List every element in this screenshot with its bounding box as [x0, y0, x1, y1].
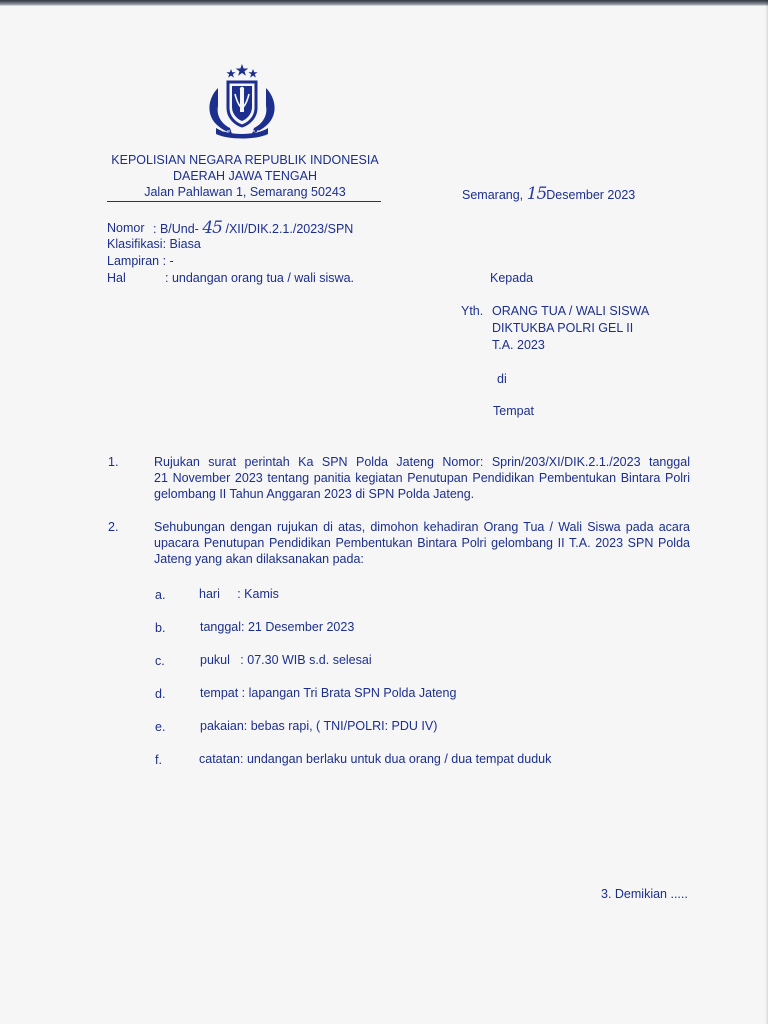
- nomor-suffix: /XII/DIK.2.1./2023/SPN: [225, 222, 354, 236]
- lampiran-value: : -: [162, 254, 174, 268]
- scan-top-edge: [0, 0, 768, 6]
- item-b-letter: b.: [155, 621, 166, 635]
- paragraph-2-line-3: Jateng yang akan dilaksanakan pada:: [154, 552, 364, 566]
- paragraph-2-line-2: upacara Penutupan Pendidikan Pembentukan Bintara Polri gelombang II T.A. 2023 SPN Polda: [154, 536, 690, 550]
- continuation-marker: 3. Demikian .....: [601, 887, 688, 901]
- hal-value: : undangan orang tua / wali siswa.: [165, 271, 355, 285]
- recipient-line-3: T.A. 2023: [492, 338, 545, 352]
- item-f-text: catatan: undangan berlaku untuk dua orang / dua tempat duduk: [199, 752, 552, 766]
- klasifikasi-row: [107, 236, 201, 252]
- date-month-year: Desember 2023: [546, 188, 636, 202]
- paragraph-1-line-2: 21 November 2023 tentang panitia kegiatan Penutupan Pendidikan Pembentukan Bintara Polri: [154, 471, 690, 485]
- item-a-letter: a.: [155, 588, 166, 602]
- paragraph-1-number: 1.: [108, 455, 119, 469]
- recipient-line-2: DIKTUKBA POLRI GEL II: [492, 321, 634, 335]
- item-b-text: tanggal: 21 Desember 2023: [200, 620, 355, 634]
- item-c-letter: c.: [155, 654, 165, 668]
- paragraph-1-line-1: Rujukan surat perintah Ka SPN Polda Jateng Nomor: Sprin/203/XI/DIK.2.1./2023 tanggal: [154, 455, 690, 469]
- klasifikasi-label: Klasifikasi: [107, 237, 163, 251]
- nomor-label: Nomor: [107, 221, 145, 235]
- letter-date: [462, 186, 635, 203]
- paragraph-1: [154, 454, 690, 502]
- recipient-di: di: [497, 372, 507, 386]
- recipient-tempat: Tempat: [493, 404, 534, 418]
- letterhead: [107, 152, 383, 200]
- date-day-handwritten: 15: [526, 184, 547, 204]
- kepada: Kepada: [490, 271, 534, 285]
- police-emblem-icon: [198, 62, 286, 140]
- nomor-prefix: : B/Und-: [153, 222, 199, 236]
- paragraph-2-line-1: Sehubungan dengan rujukan di atas, dimohon kehadiran Orang Tua / Wali Siswa pada acara: [154, 520, 690, 534]
- paragraph-1-line-3: gelombang II Tahun Anggaran 2023 di SPN Polda Jateng.: [154, 487, 475, 501]
- item-e-letter: e.: [155, 720, 166, 734]
- item-d-text: tempat : lapangan Tri Brata SPN Polda Jateng: [200, 686, 457, 700]
- hal-label: Hal: [107, 271, 126, 285]
- yth: Yth.: [461, 304, 484, 318]
- letterhead-line-2: DAERAH JAWA TENGAH: [172, 169, 317, 183]
- recipient-line-1: ORANG TUA / WALI SISWA: [492, 304, 650, 318]
- item-c-text: pukul : 07.30 WIB s.d. selesai: [200, 653, 372, 667]
- klasifikasi-value: : Biasa: [162, 237, 201, 251]
- item-e-text: pakaian: bebas rapi, ( TNI/POLRI: PDU IV): [200, 719, 438, 733]
- item-f-letter: f.: [155, 753, 162, 767]
- paragraph-2: [154, 519, 690, 567]
- item-d-letter: d.: [155, 687, 166, 701]
- lampiran-label: Lampiran: [107, 254, 160, 268]
- paragraph-2-number: 2.: [108, 520, 119, 534]
- date-city: Semarang,: [462, 188, 524, 202]
- nomor-handwritten: 45: [202, 218, 222, 238]
- nomor-value: [153, 220, 353, 237]
- item-a-text: hari : Kamis: [199, 587, 279, 601]
- letterhead-line-3: Jalan Pahlawan 1, Semarang 50243: [144, 185, 346, 199]
- letterhead-line-1: KEPOLISIAN NEGARA REPUBLIK INDONESIA: [111, 153, 379, 167]
- lampiran-row: [107, 253, 174, 269]
- letterhead-underline: [107, 201, 381, 202]
